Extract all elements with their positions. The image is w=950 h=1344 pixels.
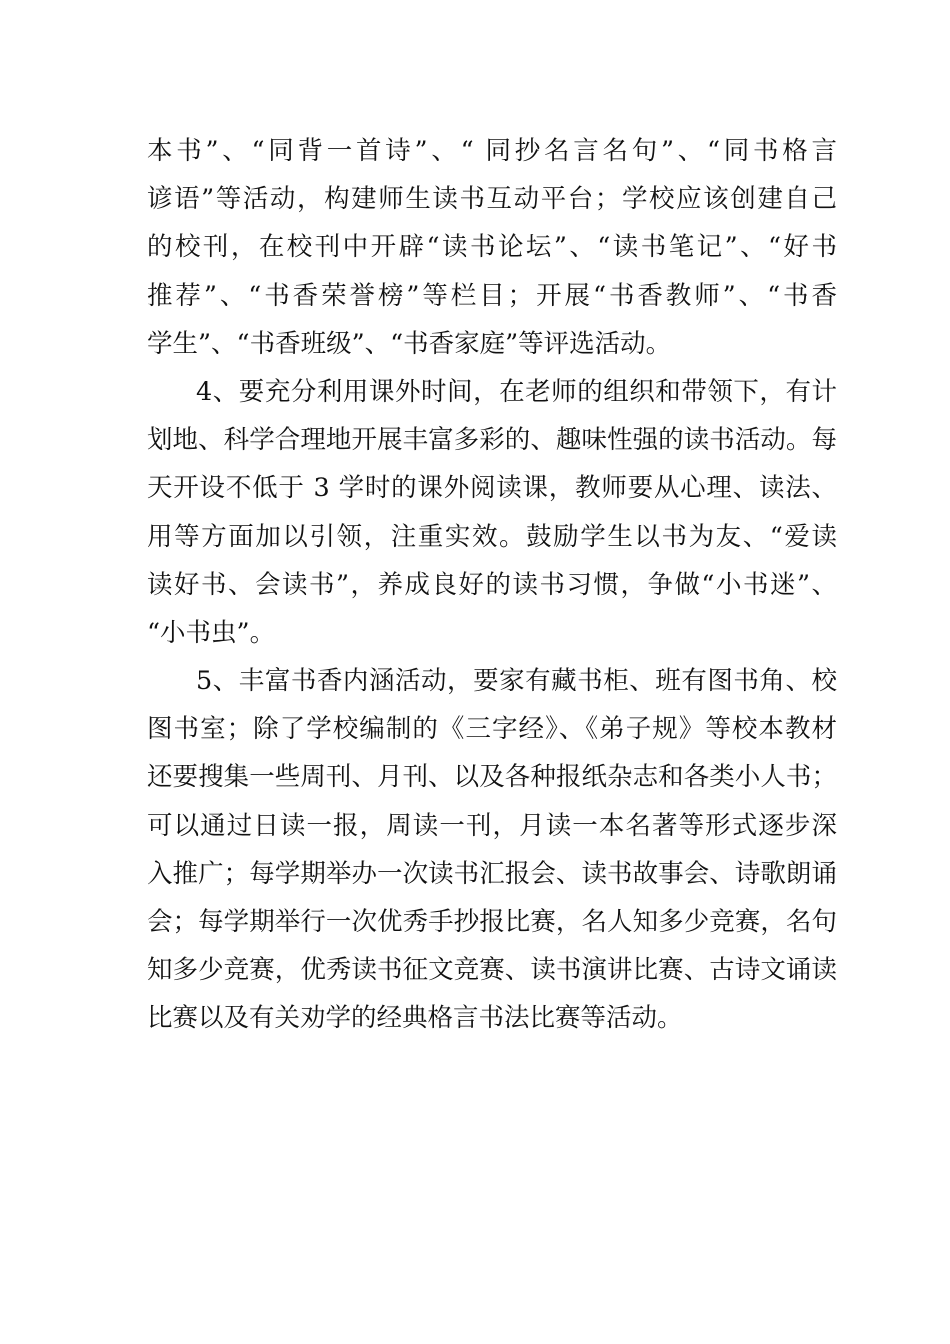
- text-line: “小书虫”。: [147, 617, 276, 648]
- text-line: 推荐”、“书香荣誉榜”等栏目；开展“书香教师”、“书香: [147, 280, 837, 311]
- text-line: 5、丰富书香内涵活动，要家有藏书柜、班有图书角、校: [196, 666, 837, 697]
- text-line: 用等方面加以引领，注重实效。鼓励学生以书为友、“爱读: [147, 521, 837, 552]
- text-line: 可以通过日读一报，周读一刊，月读一本名著等形式逐步深: [147, 810, 837, 841]
- text-line: 知多少竞赛，优秀读书征文竞赛、读书演讲比赛、古诗文诵读: [147, 955, 837, 986]
- text-line: 会；每学期举行一次优秀手抄报比赛，名人知多少竞赛，名句: [147, 907, 837, 937]
- text-line: 入推广；每学期举办一次读书汇报会、读书故事会、诗歌朗诵: [147, 858, 837, 889]
- text-line: 4、要充分利用课外时间，在老师的组织和带领下，有计: [196, 376, 837, 407]
- document-body: [147, 127, 837, 1043]
- text-line: 划地、科学合理地开展丰富多彩的、趣味性强的读书活动。每: [147, 425, 837, 456]
- text-line: 图书室；除了学校编制的《三字经》、《弟子规》等校本教材: [147, 714, 837, 745]
- text-line: 读好书、会读书”，养成良好的读书习惯，争做“小书迷”、: [147, 569, 837, 600]
- paragraph-5: [147, 657, 837, 1043]
- text-line: 还要搜集一些周刊、月刊、以及各种报纸杂志和各类小人书；: [147, 762, 837, 793]
- text-line: 的校刊，在校刊中开辟“读书论坛”、“读书笔记”、“好书: [147, 232, 837, 263]
- text-line: 学生”、“书香班级”、“书香家庭”等评选活动。: [147, 328, 672, 359]
- paragraph-4: [147, 368, 837, 657]
- text-line: 比赛以及有关劝学的经典格言书法比赛等活动。: [147, 1003, 683, 1034]
- text-line: 本书”、“同背一首诗”、“ 同抄名言名句”、“同书格言: [147, 136, 837, 166]
- text-line: 谚语”等活动，构建师生读书互动平台；学校应该创建自己: [147, 184, 837, 215]
- paragraph-3-continued: [147, 127, 837, 368]
- text-line: 天开设不低于 3 学时的课外阅读课，教师要从心理、读法、: [147, 473, 837, 504]
